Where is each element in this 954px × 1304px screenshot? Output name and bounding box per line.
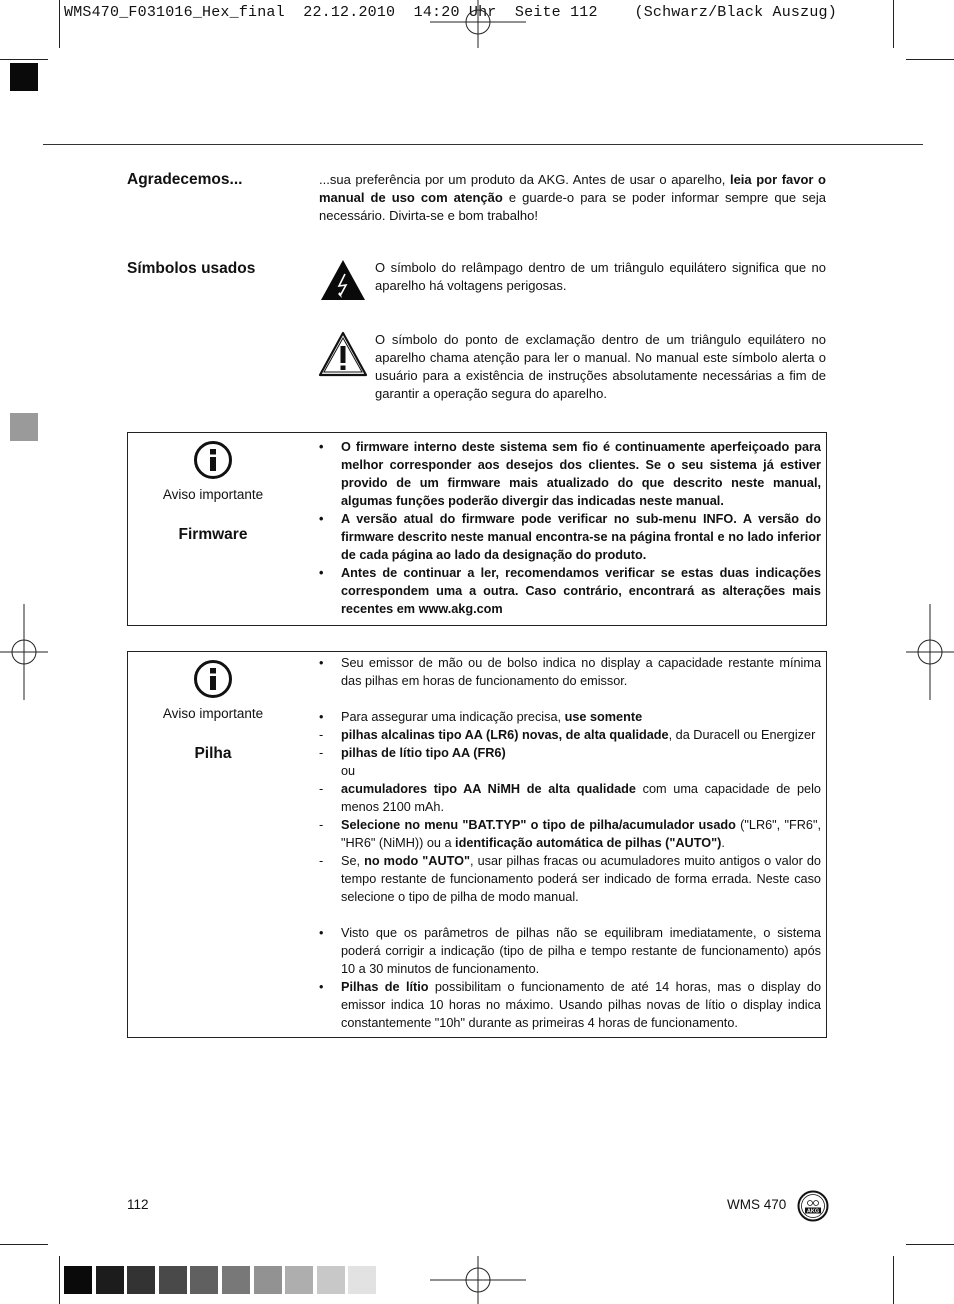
black-tab-square — [10, 63, 38, 91]
svg-text:AKG: AKG — [806, 1208, 820, 1215]
page-number: 112 — [127, 1197, 149, 1212]
battery-notice-box — [127, 651, 827, 1038]
list-item: - Se, no modo "AUTO", usar pilhas fracas ou acumuladores muito antigos o valor do tempo restante de funcionamento poderá ser indicado de forma errada. Neste caso selecione o tipo de pilha de modo manual. — [319, 854, 821, 904]
exclamation-text: O símbolo do ponto de exclamação dentro de um triângulo equilátero no aparelho chama atenção para ler o manual. No manual este símbolo alerta o usuário para a existência de instruções absolutamente necessárias a fim de garantir a operação segura do aparelho. — [375, 332, 826, 401]
tone-swatch — [348, 1266, 376, 1294]
tone-swatch — [64, 1266, 92, 1294]
crop-mark — [906, 59, 954, 60]
intro-text-bold: leia por favor o manual de uso com atenção — [319, 172, 826, 205]
list-item: - pilhas alcalinas tipo AA (LR6) novas, de alta qualidade, da Duracell ou Energizer — [319, 728, 816, 742]
battery-box-left — [128, 659, 298, 763]
tone-swatch — [159, 1266, 187, 1294]
battery-list — [319, 654, 821, 1032]
crop-mark — [0, 1244, 48, 1245]
tone-swatch — [96, 1266, 124, 1294]
intro-heading: Agradecemos... — [127, 171, 243, 188]
list-item: • A versão atual do firmware pode verificar no sub-menu INFO. A versão do firmware descrito neste manual encontra-se na página frontal e no lado inferior de cada página ao lado da designação do produto. — [319, 512, 821, 562]
firmware-box-title: Firmware — [178, 526, 248, 543]
tone-swatch — [317, 1266, 345, 1294]
top-rule — [43, 144, 923, 145]
firmware-notice-box — [127, 432, 827, 626]
firmware-list — [319, 438, 821, 618]
print-slug: WMS470_F031016_Hex_final 22.12.2010 14:20 Uhr Seite 112 (Schwarz/Black Auszug) — [64, 4, 837, 21]
crop-mark — [906, 1244, 954, 1245]
firmware-box-left — [128, 440, 298, 544]
tone-swatch — [222, 1266, 250, 1294]
list-item: • O firmware interno deste sistema sem fio é continuamente aperfeiçoado para melhor corresponder aos desejos dos clientes. Se o seu sistema já estiver provido de um firmware mais atualizado do que descrito neste manual, algumas funções poderão divergir das indicadas neste manual. — [319, 440, 821, 508]
list-item: • Para assegurar uma indicação precisa, use somente — [319, 710, 643, 724]
lightning-triangle-icon — [319, 258, 367, 302]
intro-text-2: e guarde-o para se poder informar sempre que seja necessário. Divirta-se e bom trabalho! — [319, 190, 826, 223]
crop-mark — [59, 1256, 60, 1304]
registration-mark-left — [0, 604, 48, 700]
list-item: - Selecione no menu "BAT.TYP" o tipo de pilha/acumulador usado ("LR6", "FR6", "HR6" (NiMH)) ou a identificação automática de pilhas ("AUTO"). — [319, 818, 821, 850]
tone-scale-bar — [64, 1266, 380, 1294]
tone-swatch — [190, 1266, 218, 1294]
spacer — [319, 690, 821, 708]
registration-mark-bottom — [430, 1256, 526, 1304]
list-item: - acumuladores tipo AA NiMH de alta qualidade com uma capacidade de pelo menos 2100 mAh. — [319, 782, 821, 814]
product-name: WMS 470 — [727, 1197, 787, 1212]
battery-box-title: Pilha — [194, 745, 232, 762]
intro-text — [319, 171, 826, 225]
registration-mark-top — [430, 0, 526, 48]
crop-mark — [893, 1256, 894, 1304]
info-icon — [193, 659, 233, 699]
akg-logo-icon — [797, 1190, 829, 1222]
battery-box-label: Aviso importante — [162, 706, 264, 721]
tone-swatch — [285, 1266, 313, 1294]
intro-text-1: ...sua preferência por um produto da AKG. Antes de usar o aparelho, — [319, 172, 730, 187]
crop-mark — [893, 0, 894, 48]
gray-tab-square — [10, 413, 38, 441]
list-item: • Pilhas de lítio possibilitam o funcionamento de até 14 horas, mas o display do emissor indica 10 horas no máximo. Usando pilhas novas de lítio o display indica constantemente "10h" durante as primeiras 4 horas de funcionamento. — [319, 980, 821, 1030]
spacer — [319, 906, 821, 924]
exclamation-triangle-icon — [318, 331, 368, 377]
list-item: • Seu emissor de mão ou de bolso indica no display a capacidade restante mínima das pilhas em horas de funcionamento do emissor. — [319, 656, 821, 688]
firmware-box-label: Aviso importante — [162, 487, 264, 502]
list-item: - pilhas de lítio tipo AA (FR6) — [319, 746, 506, 760]
tone-swatch — [127, 1266, 155, 1294]
list-item: • Visto que os parâmetros de pilhas não se equilibram imediatamente, o sistema poderá corrigir a indicação (tipo de pilha e tempo restante de funcionamento) após 10 a 30 minutos de funcionamento. — [319, 926, 821, 976]
crop-mark — [0, 59, 48, 60]
symbols-heading: Símbolos usados — [127, 260, 256, 277]
registration-mark-right — [906, 604, 954, 700]
info-icon — [193, 440, 233, 480]
crop-mark — [59, 0, 60, 48]
list-item: ou — [341, 764, 356, 778]
tone-swatch — [254, 1266, 282, 1294]
lightning-text: O símbolo do relâmpago dentro de um triângulo equilátero significa que no aparelho há voltagens perigosas. — [375, 260, 826, 293]
list-item: • Antes de continuar a ler, recomendamos verificar se estas duas indicações correspondem uma a outra. Caso contrário, encontrará as alterações mais recentes em www.akg.com — [319, 566, 821, 616]
